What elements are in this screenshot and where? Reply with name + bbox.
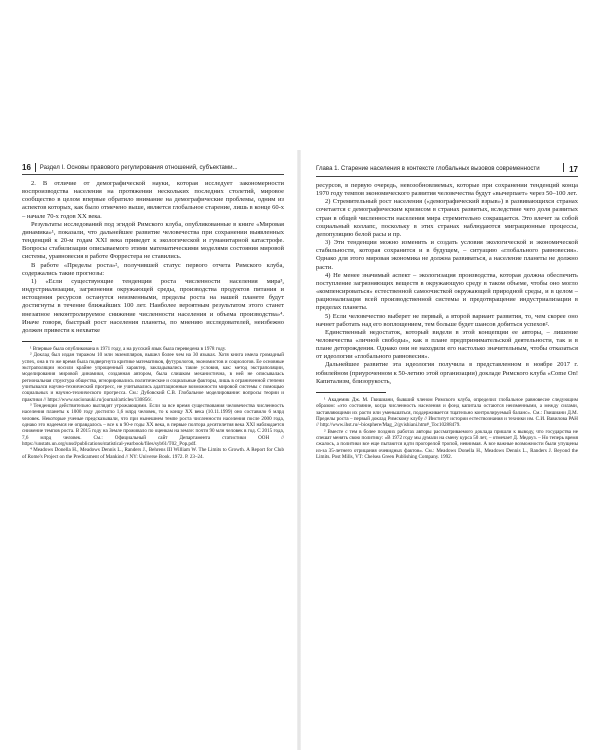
footnote-rule: [316, 392, 386, 393]
left-running-head: [22, 163, 284, 175]
left-paragraph: Результаты исследований под эгидой Римского клуба, опубликованные в книге «Мировая динамика»¹, показали, что дальнейшее развитие человечества при сохранении выявленных тенденций к 20-м годам XXI века приведет к экологической и гуманитарной катастрофе. Вопросы стабилизации описываемого этими математическими моделями состояния мировой системы, уравновесия в работе Форрестера не ставились.: [22, 220, 284, 261]
left-body-text: [22, 180, 284, 335]
right-paragraph: 3) Эти тенденции можно изменить и создать условия экологической и экономической стабильности, которая сохранится и в будущем, – ситуацию «глобального равновесия». Однако для этого мировая экономика не должна развиваться, а население планеты не должно расти.: [316, 239, 578, 271]
right-page-number: 17: [569, 165, 578, 174]
running-head-divider: [35, 163, 36, 172]
left-page-number: 16: [22, 163, 31, 172]
left-running-head-title: Раздел I. Основы правового регулирования отношений, субъектами...: [39, 164, 238, 171]
right-running-head-title: Глава 1. Старение населения в контексте глобальных вызовов современности: [316, 165, 540, 172]
book-gutter: [297, 150, 301, 750]
right-paragraph: 4) Не менее значимый аспект – экологизация производства, которая должна обеспечить поступление загрязняющих веществ в окружающую среду в таком объеме, чтобы оно могло «компенсироваться» естественной самоочисткой окружающей природной среды, и в целом – рационализация всей производственной системы и предотвращение индустриализации в пределах планеты.: [316, 271, 578, 312]
right-paragraph: ресурсов, в первую очередь, невозобновляемых, которые при сохранении тенденций конца 1970 году темпов экономического развития человечества будут «вычерпает» через 50–100 лет.: [316, 182, 578, 198]
right-page: [316, 163, 578, 743]
right-paragraph: Дальнейшее развитие эта идеология получила в представленном в ноябре 2017 г. юбилейном (приуроченном к 50-летию этой организации) докладе Римского клуба «Come On! Капитализм, близорукость,: [316, 361, 578, 385]
footnote-rule: [22, 341, 92, 342]
footnote: ² Вместе с тем в более поздних работах авторы рассматриваемого доклада пришли к выводу, что государства не спешат менять свою политику: «В 1972 году мы думали на смену курса 50 лет, – отмечает Д. Медоуз. – Но теперь время сжалось, а политики все еще пытаются идти прогорелой тропой, невнимая. А все важные возможности были упущены из-за 35-летнего отрицания очевидных фактов». См.: Meadows Donella H., Meadows Dennis L., Randers J. Beyond the Limits. Post Mills, VT: Chelsea Green Publishing Company. 1992.: [316, 428, 578, 460]
footnote: ¹ Академик Дж. М. Гвишиани, бывший членом Римского клуба, определил глобальное равновесие следующим образом: «это состояние, когда численность населения и фонд капитала остаются неизменными, а между силами, заставляющими их расти или уменьшаться, поддерживается тщательно контролируемый баланс». См.: Гвишиани Д.М. Пределы роста – первый доклад Римскому клубу // Институт истории естествознания и техники им. С.И. Вавилова РАН // http://www.ihst.ru/~biosphere/Mag_2/gvishiani.htm#_Toc10288479.: [316, 396, 578, 429]
footnote: ³ Тенденции действительно выглядят угрожающими. Если за все время существования человечества численность населения планеты к 1000 году достигло 1,6 млрд человек, то к концу XX века (10.11.1999) оно составило 6 млрд человек. Некоторые ученые предсказывали, что при нынешнем темпе роста численности населения после 2000 года, однако это надеемся не оправдалось – все к в 90-е годы XX века, в первые полтора десятилетия века XXI наблюдается снижение темпов роста. В 2015 году на Земле проживало по оценкам на земле: почти 90 млн человек в год. С 2015 года, 7,6 млрд человек. См.: Официальный сайт Департамента статистики ООН // https://unstats.un.org/unsd/publications/statistical-yearbook/files/syb61/T02_Pop.pdf.: [22, 403, 284, 448]
left-paragraph: 1) «Если существующие тенденции роста численности населения мира³, индустриализации, загрязнения окружающей среды, производства продуктов питания и истощения ресурсов останутся неизменными, пределы роста на нашей планете будут достигнуты в течение ближайших 100 лет. Наиболее вероятным результатом этого станет внезапное неконтролируемое снижение численности населения и объема производства»⁴. Иначе говоря, быстрый рост населения планеты, по мнению исследователей, неизбежно должен привести к нехватке: [22, 277, 284, 334]
right-body-text: [316, 182, 578, 386]
running-head-divider: [563, 163, 564, 172]
footnote: ¹ Впервые была опубликована в 1971 году, а на русский язык была переведена в 1978 году.: [30, 345, 227, 352]
footnote: ⁴ Meadows Donella H., Meadows Dennis L., Randers J., Behrens III William W. The Limits to Growth. A Report for Club of Rome's Project on the Predicament of Mankind // NY: Universe Book. 1972. P. 23–24.: [22, 447, 284, 460]
left-paragraph: В работе «Пределы роста»², получившей статус первого отчета Римского клуба, содержались такие прогнозы:: [22, 261, 284, 277]
right-paragraph: 5) Если человечество выберет не первый, а второй вариант развития, то, чем скорее оно начнет работать над его воплощением, тем больше будет шансов добиться успехов².: [316, 312, 578, 328]
right-footnotes: [316, 397, 578, 460]
right-paragraph: 2) Стремительный рост населения («демографический взрыв») в развивающихся странах сочетается с демографическим кризисом в странах развитых, вследствие чего доля развитых стран в общей численности населения мира стремительно сокращается. Это влечет за собой социальный коллапс, поскольку в этих странах наблюдаются миграционные процессы, депопуляцию белой расы и пр.: [316, 198, 578, 238]
left-page: [22, 163, 284, 743]
right-running-head: [316, 163, 578, 177]
left-paragraph: 2. В отличие от демографической науки, которая исследует закономерности воспроизводства населения на протяжении нескольких последних столетий, мировое сообщество в целом впервые обратило внимание на демографические проблемы, одним из аспектов которых, как было отмечено выше, является глобальное старение, лишь в конце 60-х – начале 70-х годов XX века.: [22, 180, 284, 220]
left-footnotes: [22, 346, 284, 460]
right-paragraph: Единственный недостаток, который видели в этой концепции ее авторы, – лишение человечества «личной свободы», как в плане предпринимательской деятельности, так и в плане деторождения. Однако они не находили его настолько значительным, чтобы отказаться от идеологии «глобального равновесия».: [316, 328, 578, 361]
footnote: ² Доклад был издан тиражом 10 млн экземпляров, вышел более чем на 30 языках. Хотя книга имела громадный успех, она в то же время была подвергнута критике математиков, футурологов, экономистов и социологов. Ее основные экстраполяции носили крайне упрощенный характер, закладывались такие условия, как: метод экстраполяции, моделирования мировой динамики, созданная автором, была слишком механистична, в ней не описывалась региональная структура общества, игнорировались политические и социальные факторы, лишь в ограниченной степени учитывался научно-технический прогресс, не учитывались адаптационные возможности мировой системы с помощью социальных и научно-технического прогресса. См.: Дубовский С.В. Глобальное моделирование: вопросы теории и практики // https://www.socionauki.ru/journal/articles/130856/.: [22, 352, 284, 403]
